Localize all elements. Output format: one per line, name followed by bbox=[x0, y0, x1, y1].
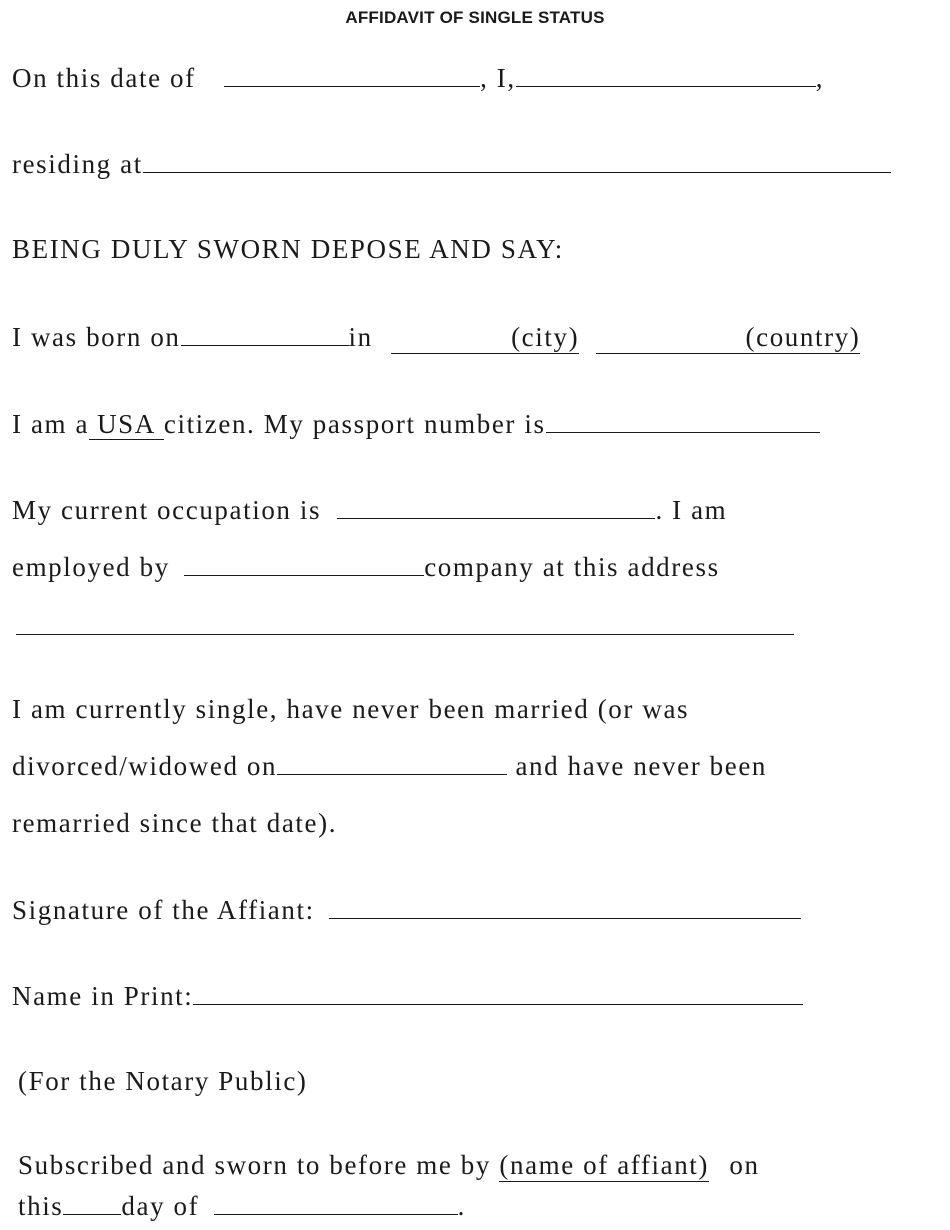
sworn-statement: BEING DULY SWORN DEPOSE AND SAY: bbox=[12, 234, 564, 264]
occupation-field[interactable] bbox=[337, 494, 655, 519]
residing-label: residing at bbox=[12, 149, 143, 179]
occupation-line bbox=[12, 494, 727, 526]
subscribed-line bbox=[18, 1150, 760, 1181]
passport-number-field[interactable] bbox=[546, 408, 820, 433]
citizen-suffix: citizen. My passport number is bbox=[163, 409, 546, 439]
employer-line bbox=[12, 551, 720, 583]
citizen-prefix: I am a bbox=[12, 409, 90, 439]
subscribed-prefix: Subscribed and sworn to before me by bbox=[18, 1150, 492, 1180]
single-status-line-1: I am currently single, have never been married (or was bbox=[12, 694, 690, 724]
employer-field[interactable] bbox=[184, 551, 424, 576]
employed-suffix: company at this address bbox=[424, 552, 720, 582]
signature-field[interactable] bbox=[329, 894, 801, 919]
day-line bbox=[18, 1190, 466, 1222]
divorced-suffix: and have never been bbox=[515, 751, 767, 781]
document-title: AFFIDAVIT OF SINGLE STATUS bbox=[345, 8, 605, 27]
citizenship-value: USA bbox=[89, 409, 164, 440]
month-year-field[interactable] bbox=[214, 1190, 458, 1215]
occupation-prefix: My current occupation is bbox=[12, 495, 322, 525]
citizenship-line bbox=[12, 408, 820, 440]
comma-i: , I, bbox=[480, 63, 516, 93]
day-of-label: day of bbox=[121, 1191, 200, 1221]
comma: , bbox=[815, 63, 825, 93]
employed-prefix: employed by bbox=[12, 552, 170, 582]
single-status-line-3: remarried since that date). bbox=[12, 808, 338, 838]
divorce-date-field[interactable] bbox=[277, 750, 507, 775]
occupation-suffix: . I am bbox=[655, 495, 728, 525]
notary-heading: (For the Notary Public) bbox=[18, 1066, 308, 1096]
date-field[interactable] bbox=[224, 62, 480, 87]
city-label: (city) bbox=[511, 322, 580, 352]
employer-address-field[interactable] bbox=[16, 634, 794, 635]
print-name-line bbox=[12, 980, 803, 1012]
name-print-label: Name in Print: bbox=[12, 981, 194, 1011]
subscribed-suffix: on bbox=[729, 1150, 760, 1180]
birth-line bbox=[12, 321, 860, 353]
date-prefix: On this date of bbox=[12, 63, 196, 93]
born-in: in bbox=[348, 322, 373, 352]
period: . bbox=[457, 1191, 466, 1221]
affiant-name-field[interactable] bbox=[516, 62, 816, 87]
city-field[interactable] bbox=[391, 322, 579, 354]
born-prefix: I was born on bbox=[12, 322, 181, 352]
residence-line bbox=[12, 148, 891, 180]
country-label: (country) bbox=[745, 322, 861, 352]
signature-label: Signature of the Affiant: bbox=[12, 895, 315, 925]
this-label: this bbox=[18, 1191, 64, 1221]
single-status-line-2 bbox=[12, 750, 767, 782]
residence-field[interactable] bbox=[143, 148, 891, 173]
signature-line bbox=[12, 894, 801, 926]
day-field[interactable] bbox=[63, 1190, 121, 1215]
divorced-prefix: divorced/widowed on bbox=[12, 751, 278, 781]
print-name-field[interactable] bbox=[193, 980, 803, 1005]
affiant-name-placeholder: (name of affiant) bbox=[499, 1150, 709, 1180]
date-line bbox=[12, 62, 824, 94]
country-field[interactable] bbox=[596, 322, 861, 354]
birth-date-field[interactable] bbox=[181, 321, 349, 346]
